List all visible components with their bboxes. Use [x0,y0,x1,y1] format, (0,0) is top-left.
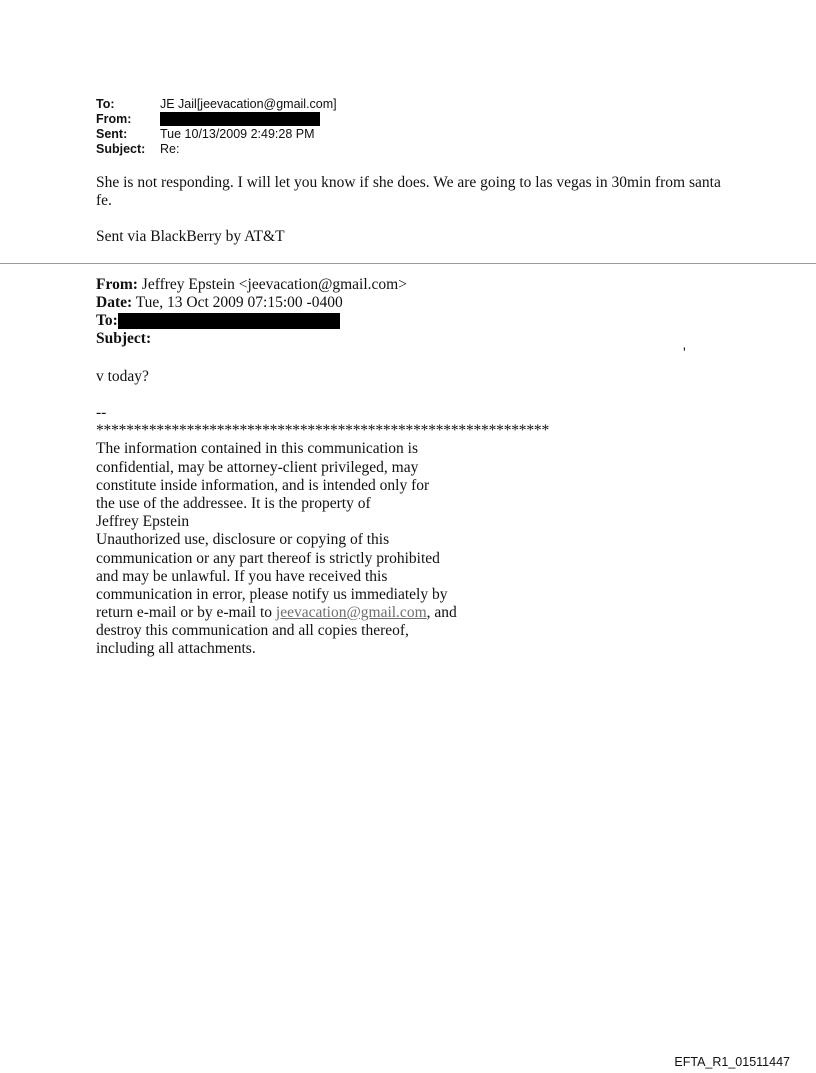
quoted-header [96,276,407,348]
from-label: From: [96,112,132,126]
sent-label: Sent: [96,127,128,141]
stray-mark: ' [683,345,686,361]
disclaimer-line: communication or any part thereof is strictly prohibited [96,549,440,567]
disclaimer-line: and may be unlawful. If you have received this [96,567,388,585]
disclaimer-line: destroy this communication and all copies thereof, [96,622,409,640]
quoted-to-row [96,312,407,330]
quoted-subject-row [96,330,407,348]
signature-dashes: -- [96,404,107,421]
quoted-message: v today? [96,368,149,385]
header-sent-row [96,127,337,142]
return-suffix: , and [426,604,457,622]
message-signature: Sent via BlackBerry by AT&T [96,228,285,245]
return-prefix: return e-mail or by e-mail to [96,604,276,622]
quoted-date-row [96,294,407,312]
quoted-to-label: To: [96,312,118,329]
redaction-bar [118,313,340,329]
disclaimer-return-line [96,604,576,622]
message-body: She is not responding. I will let you know if she does. We are going to las vegas in 30min from santa fe. [96,174,721,209]
disclaimer-line: constitute inside information, and is intended only for [96,476,430,494]
disclaimer-line: confidential, may be attorney-client privileged, may [96,458,419,476]
sent-value: Tue 10/13/2009 2:49:28 PM [160,127,315,141]
quoted-date-label: Date: [96,294,133,311]
email-link[interactable]: jeevacation@gmail.com [275,604,427,622]
quoted-from-label: From: [96,276,138,293]
to-value: JE Jail[jeevacation@gmail.com] [160,97,337,111]
document-id: EFTA_R1_01511447 [674,1055,790,1069]
disclaimer-line: The information contained in this communication is [96,440,418,458]
subject-label: Subject: [96,142,146,156]
disclaimer-line: Jeffrey Epstein [96,513,190,531]
quoted-from-row [96,276,407,294]
header-from-row [96,112,337,127]
asterisk-separator: ************************************************************ [96,422,550,440]
quote-divider [0,263,816,264]
header-to-row [96,97,337,112]
quoted-from-value: Jeffrey Epstein <jeevacation@gmail.com> [137,276,407,293]
disclaimer-line: including all attachments. [96,640,256,658]
email-header [96,97,337,157]
quoted-date-value: Tue, 13 Oct 2009 07:15:00 -0400 [132,294,343,311]
redaction-bar [160,112,320,126]
disclaimer-line: Unauthorized use, disclosure or copying of this [96,531,390,549]
disclaimer-line: the use of the addressee. It is the property of [96,494,371,512]
quoted-subject-label: Subject: [96,330,152,347]
disclaimer-block [96,404,576,659]
disclaimer-line: communication in error, please notify us immediately by [96,585,448,603]
to-label: To: [96,97,115,111]
header-subject-row [96,142,337,157]
subject-value: Re: [160,142,180,156]
